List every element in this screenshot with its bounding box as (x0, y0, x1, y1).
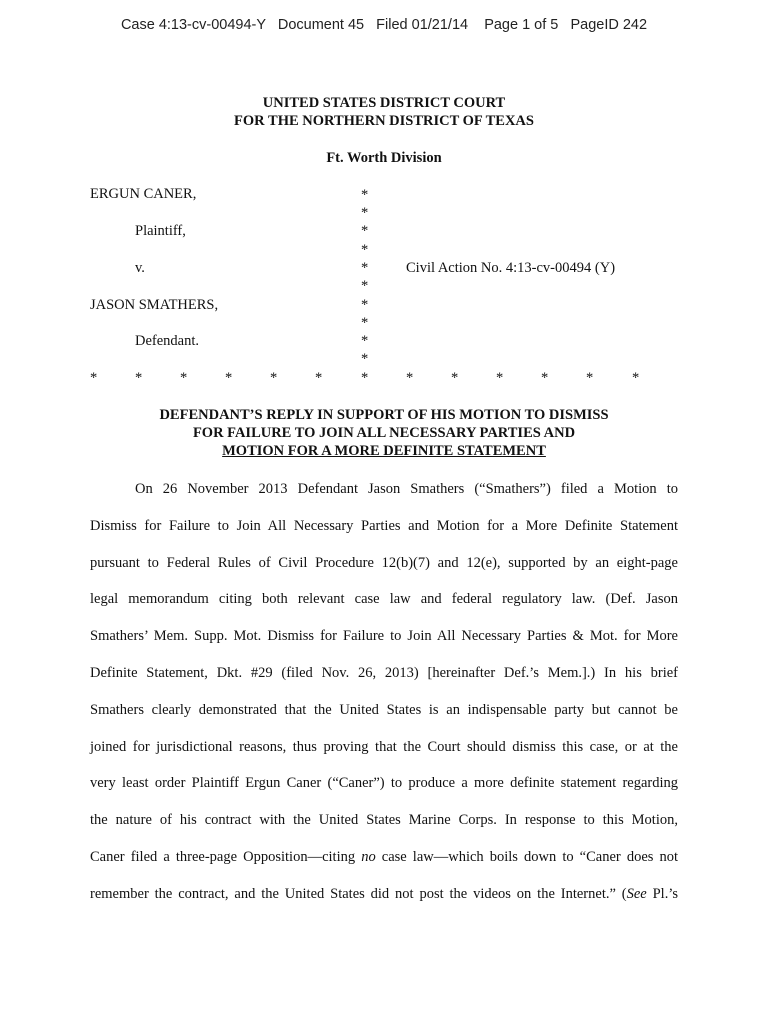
caption-star: * (361, 333, 369, 349)
document-title-line2: FOR FAILURE TO JOIN ALL NECESSARY PARTIES AND (192, 425, 576, 441)
plaintiff-name: ERGUN CANER, (90, 186, 197, 202)
caption-star: * (451, 370, 459, 386)
body-line (90, 876, 678, 913)
body-text-run: Caner filed a three-page Opposition—citing (90, 848, 362, 865)
body-line: On 26 November 2013 Defendant Jason Smathers (“Smathers”) filed a Motion to (135, 481, 678, 497)
caption-star: * (406, 370, 414, 386)
body-line: Dismiss for Failure to Join All Necessary Parties and Motion for a More Definite Statement (90, 517, 678, 534)
caption-star: * (270, 370, 278, 386)
caption-star: * (90, 370, 98, 386)
body-line: joined for jurisdictional reasons, thus proving that the Court should dismiss this case, or at the (90, 738, 678, 755)
body-line: pursuant to Federal Rules of Civil Procedure 12(b)(7) and 12(e), supported by an eight-page (90, 554, 678, 571)
caption-star: * (361, 297, 369, 313)
caption-star: * (361, 370, 369, 386)
caption-star: * (361, 351, 369, 367)
court-name: UNITED STATES DISTRICT COURT (262, 95, 506, 111)
caption-star: * (496, 370, 504, 386)
body-line (90, 839, 678, 876)
versus-label: v. (135, 260, 145, 276)
caption-star: * (361, 315, 369, 331)
court-district: FOR THE NORTHERN DISTRICT OF TEXAS (234, 113, 534, 129)
caption-star: * (361, 260, 369, 276)
plaintiff-role: Plaintiff, (135, 223, 186, 239)
caption-star: * (361, 187, 369, 203)
document-title-line3: MOTION FOR A MORE DEFINITE STATEMENT (222, 443, 546, 459)
caption-star: * (361, 278, 369, 294)
caption-star: * (361, 205, 369, 221)
body-emphasis: no (361, 848, 376, 865)
caption-star: * (361, 242, 369, 258)
body-text-run: case law—which boils down to “Caner does not (375, 848, 679, 865)
caption-star: * (180, 370, 188, 386)
court-division: Ft. Worth Division (326, 150, 442, 166)
body-emphasis: See (626, 885, 647, 902)
defendant-role: Defendant. (135, 333, 200, 349)
caption-star: * (315, 370, 323, 386)
caption-star: * (225, 370, 233, 386)
defendant-name: JASON SMATHERS, (90, 297, 219, 313)
body-line: legal memorandum citing both relevant case law and federal regulatory law. (Def. Jason (90, 591, 678, 608)
body-line: Definite Statement, Dkt. #29 (filed Nov. 26, 2013) [hereinafter Def.’s Mem.].) In his brief (90, 664, 678, 681)
case-number: Civil Action No. 4:13-cv-00494 (Y) (406, 260, 616, 276)
body-text-run: remember the contract, and the United States did not post the videos on the Internet.” ( (90, 885, 627, 902)
ecf-filing-header: Case 4:13-cv-00494-Y Document 45 Filed 01/21/14 Page 1 of 5 PageID 242 (120, 17, 648, 33)
body-line: Smathers clearly demonstrated that the United States is an indispensable party but cannot be (90, 701, 678, 718)
document-title-line3-row (0, 442, 768, 460)
document-title-line1: DEFENDANT’S REPLY IN SUPPORT OF HIS MOTION TO DISMISS (159, 407, 609, 423)
body-line: Smathers’ Mem. Supp. Mot. Dismiss for Failure to Join All Necessary Parties & Mot. for More (90, 628, 678, 645)
body-line: the nature of his contract with the United States Marine Corps. In response to this Motion, (90, 812, 678, 829)
caption-star: * (361, 223, 369, 239)
body-text-run: Pl.’s (646, 885, 679, 902)
caption-star: * (632, 370, 640, 386)
body-paragraph (90, 471, 678, 913)
body-line: very least order Plaintiff Ergun Caner (“Caner”) to produce a more definite statement regarding (90, 775, 678, 792)
caption-star: * (586, 370, 594, 386)
caption-star: * (541, 370, 549, 386)
caption-star: * (135, 370, 143, 386)
